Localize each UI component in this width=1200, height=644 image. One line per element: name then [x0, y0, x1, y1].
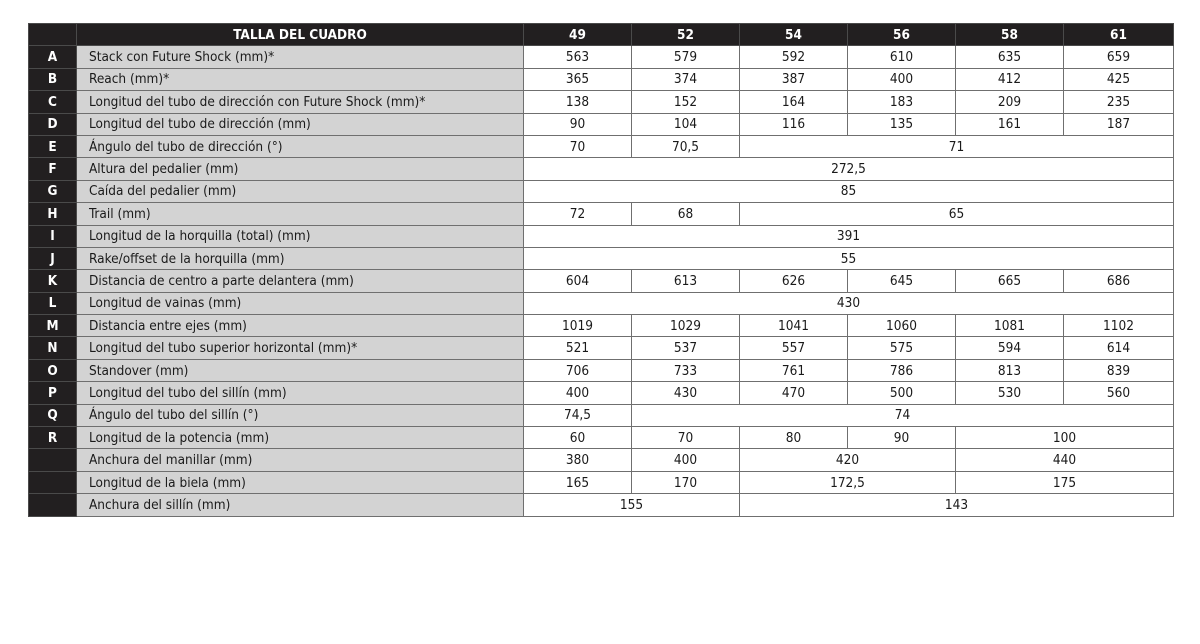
value-cell: 706	[524, 359, 632, 381]
value-cell: 175	[956, 471, 1174, 493]
value-cell: 60	[524, 427, 632, 449]
table-row	[29, 382, 1174, 404]
header-size-61: 61	[1064, 24, 1174, 46]
table-row	[29, 270, 1174, 292]
row-letter: A	[29, 46, 77, 68]
value-cell: 116	[740, 113, 848, 135]
value-cell: 557	[740, 337, 848, 359]
row-label: Stack con Future Shock (mm)*	[77, 46, 524, 68]
value-cell: 65	[740, 203, 1174, 225]
row-letter: N	[29, 337, 77, 359]
row-label: Reach (mm)*	[77, 68, 524, 90]
value-cell: 440	[956, 449, 1174, 471]
row-label: Longitud de la horquilla (total) (mm)	[77, 225, 524, 247]
row-letter: G	[29, 180, 77, 202]
table-row	[29, 135, 1174, 157]
row-label: Ángulo del tubo de dirección (°)	[77, 135, 524, 157]
header-size-49: 49	[524, 24, 632, 46]
table-row	[29, 203, 1174, 225]
value-cell: 172,5	[740, 471, 956, 493]
value-cell: 813	[956, 359, 1064, 381]
value-cell: 70,5	[632, 135, 740, 157]
row-letter: L	[29, 292, 77, 314]
value-cell: 761	[740, 359, 848, 381]
row-letter: C	[29, 91, 77, 113]
value-cell: 165	[524, 471, 632, 493]
table-row	[29, 359, 1174, 381]
value-cell: 635	[956, 46, 1064, 68]
value-cell: 365	[524, 68, 632, 90]
value-cell: 143	[740, 494, 1174, 516]
value-cell: 521	[524, 337, 632, 359]
value-cell: 733	[632, 359, 740, 381]
geometry-table	[28, 23, 1174, 517]
value-cell: 170	[632, 471, 740, 493]
table-row	[29, 315, 1174, 337]
table-body	[29, 46, 1174, 516]
row-letter: P	[29, 382, 77, 404]
row-label: Longitud de la biela (mm)	[77, 471, 524, 493]
value-cell: 575	[848, 337, 956, 359]
value-cell: 187	[1064, 113, 1174, 135]
header-row	[29, 24, 1174, 46]
table-row	[29, 247, 1174, 269]
table-row	[29, 449, 1174, 471]
table-row	[29, 91, 1174, 113]
row-label: Longitud del tubo del sillín (mm)	[77, 382, 524, 404]
row-label: Longitud del tubo superior horizontal (mm)*	[77, 337, 524, 359]
table-row	[29, 225, 1174, 247]
row-letter: B	[29, 68, 77, 90]
row-label: Longitud de vainas (mm)	[77, 292, 524, 314]
row-label: Ángulo del tubo del sillín (°)	[77, 404, 524, 426]
value-cell: 592	[740, 46, 848, 68]
row-letter	[29, 471, 77, 493]
header-size-56: 56	[848, 24, 956, 46]
value-cell: 430	[524, 292, 1174, 314]
value-cell: 686	[1064, 270, 1174, 292]
row-label: Longitud de la potencia (mm)	[77, 427, 524, 449]
row-letter: O	[29, 359, 77, 381]
value-cell: 786	[848, 359, 956, 381]
value-cell: 400	[524, 382, 632, 404]
value-cell: 400	[632, 449, 740, 471]
value-cell: 72	[524, 203, 632, 225]
value-cell: 665	[956, 270, 1064, 292]
value-cell: 71	[740, 135, 1174, 157]
row-label: Longitud del tubo de dirección con Future Shock (mm)*	[77, 91, 524, 113]
row-letter	[29, 494, 77, 516]
value-cell: 470	[740, 382, 848, 404]
value-cell: 412	[956, 68, 1064, 90]
value-cell: 391	[524, 225, 1174, 247]
row-label: Anchura del manillar (mm)	[77, 449, 524, 471]
value-cell: 235	[1064, 91, 1174, 113]
value-cell: 400	[848, 68, 956, 90]
value-cell: 614	[1064, 337, 1174, 359]
value-cell: 183	[848, 91, 956, 113]
value-cell: 85	[524, 180, 1174, 202]
value-cell: 90	[848, 427, 956, 449]
value-cell: 74,5	[524, 404, 632, 426]
table-row	[29, 158, 1174, 180]
value-cell: 1029	[632, 315, 740, 337]
value-cell: 161	[956, 113, 1064, 135]
header-title: TALLA DEL CUADRO	[77, 24, 524, 46]
value-cell: 530	[956, 382, 1064, 404]
value-cell: 560	[1064, 382, 1174, 404]
value-cell: 209	[956, 91, 1064, 113]
row-label: Longitud del tubo de dirección (mm)	[77, 113, 524, 135]
value-cell: 420	[740, 449, 956, 471]
value-cell: 80	[740, 427, 848, 449]
value-cell: 839	[1064, 359, 1174, 381]
row-label: Caída del pedalier (mm)	[77, 180, 524, 202]
value-cell: 70	[632, 427, 740, 449]
table-row	[29, 292, 1174, 314]
table-row	[29, 180, 1174, 202]
row-label: Rake/offset de la horquilla (mm)	[77, 247, 524, 269]
row-letter: D	[29, 113, 77, 135]
header-size-52: 52	[632, 24, 740, 46]
table-row	[29, 113, 1174, 135]
table-row	[29, 427, 1174, 449]
value-cell: 626	[740, 270, 848, 292]
row-letter: H	[29, 203, 77, 225]
value-cell: 659	[1064, 46, 1174, 68]
value-cell: 537	[632, 337, 740, 359]
value-cell: 425	[1064, 68, 1174, 90]
value-cell: 594	[956, 337, 1064, 359]
value-cell: 387	[740, 68, 848, 90]
value-cell: 164	[740, 91, 848, 113]
value-cell: 579	[632, 46, 740, 68]
row-letter	[29, 449, 77, 471]
table-row	[29, 68, 1174, 90]
value-cell: 272,5	[524, 158, 1174, 180]
row-letter: R	[29, 427, 77, 449]
row-letter: I	[29, 225, 77, 247]
value-cell: 70	[524, 135, 632, 157]
value-cell: 1081	[956, 315, 1064, 337]
value-cell: 1102	[1064, 315, 1174, 337]
header-size-58: 58	[956, 24, 1064, 46]
value-cell: 104	[632, 113, 740, 135]
value-cell: 1060	[848, 315, 956, 337]
row-letter: F	[29, 158, 77, 180]
value-cell: 55	[524, 247, 1174, 269]
value-cell: 610	[848, 46, 956, 68]
value-cell: 135	[848, 113, 956, 135]
value-cell: 90	[524, 113, 632, 135]
header-size-54: 54	[740, 24, 848, 46]
value-cell: 74	[632, 404, 1174, 426]
row-label: Anchura del sillín (mm)	[77, 494, 524, 516]
table-row	[29, 404, 1174, 426]
row-letter: K	[29, 270, 77, 292]
value-cell: 100	[956, 427, 1174, 449]
row-letter: J	[29, 247, 77, 269]
value-cell: 138	[524, 91, 632, 113]
value-cell: 1041	[740, 315, 848, 337]
value-cell: 613	[632, 270, 740, 292]
row-label: Altura del pedalier (mm)	[77, 158, 524, 180]
table-row	[29, 337, 1174, 359]
value-cell: 500	[848, 382, 956, 404]
value-cell: 68	[632, 203, 740, 225]
row-letter: M	[29, 315, 77, 337]
table-row	[29, 494, 1174, 516]
value-cell: 374	[632, 68, 740, 90]
value-cell: 380	[524, 449, 632, 471]
table-row	[29, 471, 1174, 493]
table-row	[29, 46, 1174, 68]
row-letter: E	[29, 135, 77, 157]
value-cell: 430	[632, 382, 740, 404]
header-corner	[29, 24, 77, 46]
row-label: Trail (mm)	[77, 203, 524, 225]
value-cell: 152	[632, 91, 740, 113]
value-cell: 645	[848, 270, 956, 292]
value-cell: 155	[524, 494, 740, 516]
row-label: Standover (mm)	[77, 359, 524, 381]
table-header	[29, 24, 1174, 46]
row-label: Distancia de centro a parte delantera (mm)	[77, 270, 524, 292]
value-cell: 604	[524, 270, 632, 292]
row-label: Distancia entre ejes (mm)	[77, 315, 524, 337]
value-cell: 563	[524, 46, 632, 68]
row-letter: Q	[29, 404, 77, 426]
value-cell: 1019	[524, 315, 632, 337]
